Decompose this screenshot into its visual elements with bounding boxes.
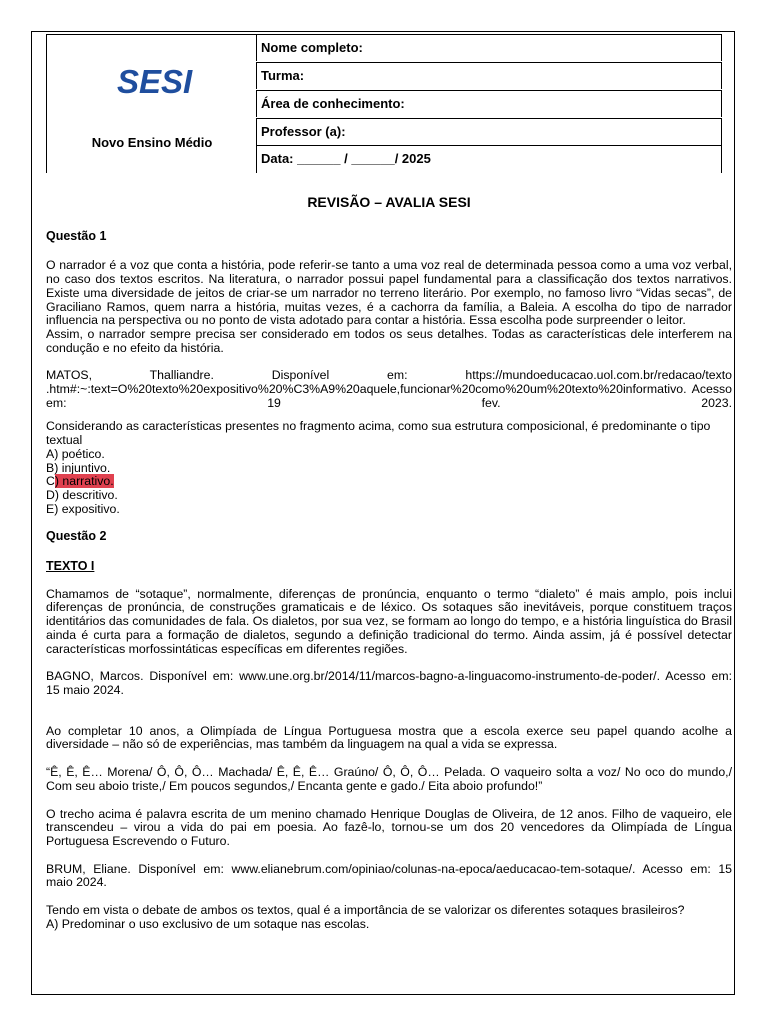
- q1-source: [46, 369, 732, 410]
- q2-prompt: Tendo em vista o debate de ambos os textos, qual é a importância de se valorizar os diferentes sotaques brasileiros?: [46, 903, 685, 918]
- q2-paragraph-1: Chamamos de “sotaque”, normalmente, diferenças de pronúncia, enquanto o termo “dialeto” é mais amplo, pois inclui diferenças de pronúncia, de construções gramaticais e de léxico. Os sotaques são inevitáveis, porque constituem traços identitários das comunidades de fala. Os dialetos, por sua vez, se formam ao longo do tempo, e a história linguística do Brasil ainda é curta para a formação de dialetos, segundo a definição tradicional do termo. Ainda assim, já é possível detectar características morfossintáticas específicas em diferentes regiões.: [46, 586, 732, 656]
- student-fields: [256, 34, 723, 173]
- texto-i-label: TEXTO I: [46, 559, 95, 574]
- logo-cell: [46, 34, 256, 173]
- field-class[interactable]: Turma:: [256, 62, 722, 89]
- q1-option-d[interactable]: D) descritivo.: [46, 487, 118, 502]
- q2-option-a[interactable]: A) Predominar o uso exclusivo de um sotaque nas escolas.: [46, 916, 370, 931]
- q1-option-a[interactable]: A) poético.: [46, 446, 105, 461]
- field-teacher[interactable]: Professor (a):: [256, 118, 722, 145]
- question-1-heading: Questão 1: [46, 228, 107, 243]
- q1-paragraph-1: O narrador é a voz que conta a história, pode referir-se tanto a uma voz real de determinada pessoa como a uma voz verbal, no caso dos textos escritos. Na literatura, o narrador possui papel fundamental para a classificação dos textos narrativos. Existe uma diversidade de jeitos de criar-se um narrador no terreno literário. Por exemplo, no famoso livro “Vidas secas”, de Graciliano Ramos, quem narra a história, muitas vezes, é a cachorra da família, a Baleia. A escolha do tipo de narrador influencia na perspectiva ou no ponto de vista adotado para contar a história. Essa escolha pode surpreender o leitor.: [46, 258, 732, 328]
- q1-prompt: Considerando as características presentes no fragmento acima, como sua estrutura composicional, é predominante o tipo textual: [46, 419, 711, 448]
- q2-paragraph-2: Ao completar 10 anos, a Olimpíada de Língua Portuguesa mostra que a escola exerce seu papel quando acolhe a diversidade – não só de experiências, mas também da linguagem na qual a vida se expressa.: [46, 723, 732, 752]
- sesi-logo: [115, 61, 193, 101]
- q1-option-c-highlight: ) narrativo.: [54, 474, 114, 489]
- question-2-heading: Questão 2: [46, 529, 107, 544]
- q2-poem: “Ê, Ê, Ê… Morena/ Ô, Ô, Ô… Machada/ Ê, Ê, Ê… Graúno/ Ô, Ô, Ô… Pelada. O vaqueiro solta a voz/ No oco do mundo,/ Com seu aboio triste,/ Em poucos segundos,/ Encanta gente e gado./ Eita aboio profundo!”: [46, 765, 732, 793]
- q2-source-2: BRUM, Eliane. Disponível em: www.elianebrum.com/opiniao/colunas-na-epoca/aeducacao-tem-sotaque/. Acesso em: 15 maio 2024.: [46, 861, 732, 890]
- q1-paragraph-2: Assim, o narrador sempre precisa ser considerado em todos os seus detalhes. Todas as características dele interferem na condução e no efeito da história.: [46, 326, 732, 355]
- document-body: [46, 190, 732, 931]
- school-subtitle: Novo Ensino Médio: [91, 135, 213, 150]
- field-full-name[interactable]: Nome completo:: [256, 34, 722, 61]
- field-knowledge-area[interactable]: Área de conhecimento:: [256, 90, 722, 117]
- header-table: [46, 34, 723, 173]
- q1-option-c[interactable]: [46, 475, 732, 489]
- page-title: REVISÃO – AVALIA SESI: [307, 194, 471, 210]
- field-date[interactable]: Data: ______ / ______/ 2025: [256, 145, 722, 173]
- q2-paragraph-3: O trecho acima é palavra escrita de um menino chamado Henrique Douglas de Oliveira, de 12 anos. Filho de vaqueiro, ele transcendeu – virou a vida do pai em poesia. Ao fazê-lo, tornou-se um dos 20 vencedores da Olimpíada de Língua Portuguesa Escrevendo o Futuro.: [46, 806, 732, 848]
- q1-option-c-letter: C: [46, 474, 55, 489]
- logo-text: SESI: [117, 63, 193, 100]
- q1-source-text: MATOS, Thalliandre. Disponível em: https://mundoeducacao.uol.com.br/redacao/texto .htm#:~:text=O%20texto%20expositivo%20%C3%A9%20aquele,funcionar%20como%20um%20texto%20informativo. Acesso em: 19 fev. 2023.: [46, 368, 732, 410]
- q1-option-b[interactable]: B) injuntivo.: [46, 460, 111, 475]
- q1-option-e[interactable]: E) expositivo.: [46, 501, 120, 516]
- q2-source-1: BAGNO, Marcos. Disponível em: www.une.org.br/2014/11/marcos-bagno-a-linguacomo-instrumento-de-poder/. Acesso em: 15 maio 2024.: [46, 669, 732, 697]
